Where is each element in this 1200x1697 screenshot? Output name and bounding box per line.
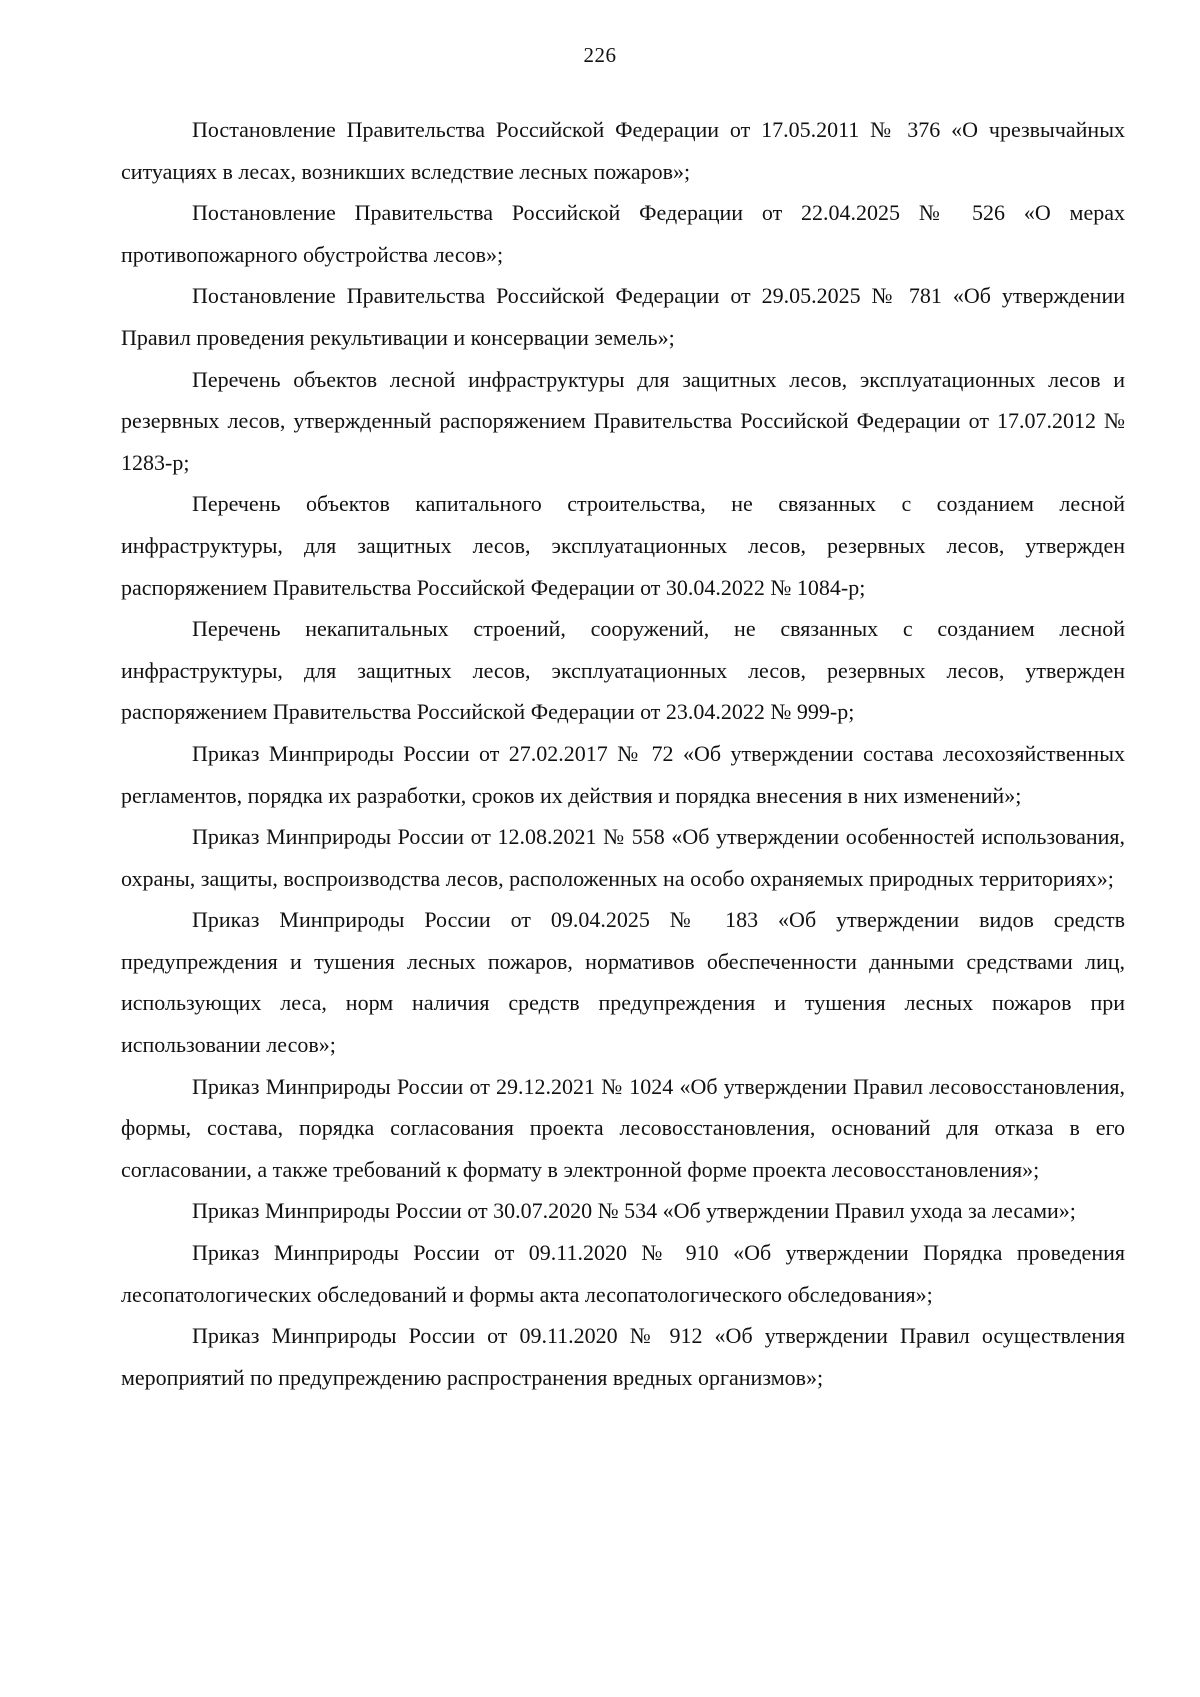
paragraph-1: Постановление Правительства Российской Федерации от 17.05.2011 № 376 «О чрезвычайных ситуациях в лесах, возникших вследствие лесных пожаров»; <box>121 117 1125 184</box>
paragraph-9: Приказ Минприроды России от 09.04.2025 № 183 «Об утверждении видов средств предупреждения и тушения лесных пожаров, нормативов обеспеченности данными средствами лиц, использующих леса, норм наличия средств предупреждения и тушения лесных пожаров при использовании лесов»; <box>121 907 1125 1058</box>
paragraph-2: Постановление Правительства Российской Федерации от 22.04.2025 № 526 «О мерах противопожарного обустройства лесов»; <box>121 200 1125 267</box>
page-number: 226 <box>583 43 617 67</box>
paragraph-4: Перечень объектов лесной инфраструктуры для защитных лесов, эксплуатационных лесов и резервных лесов, утвержденный распоряжением Правительства Российской Федерации от 17.07.2012 № 1283-р; <box>121 366 1125 475</box>
paragraph-11: Приказ Минприроды России от 30.07.2020 № 534 «Об утверждении Правил ухода за лесами»; <box>192 1198 1076 1224</box>
paragraph-7: Приказ Минприроды России от 27.02.2017 № 72 «Об утверждении состава лесохозяйственных регламентов, порядка их разработки, сроков их действия и порядка внесения в них изменений»; <box>121 740 1125 808</box>
paragraph-8: Приказ Минприроды России от 12.08.2021 № 558 «Об утверждении особенностей использования, охраны, защиты, воспроизводства лесов, расположенных на особо охраняемых природных территориях»; <box>121 824 1125 891</box>
document-body <box>121 109 1125 1398</box>
paragraph-5: Перечень объектов капитального строительства, не связанных с созданием лесной инфраструктуры, для защитных лесов, эксплуатационных лесов, резервных лесов, утвержден распоряжением Правительства Российской Федерации от 30.04.2022 № 1084-р; <box>121 491 1125 600</box>
paragraph-6: Перечень некапитальных строений, сооружений, не связанных с созданием лесной инфраструктуры, для защитных лесов, эксплуатационных лесов, резервных лесов, утвержден распоряжением Правительства Российской Федерации от 23.04.2022 № 999-р; <box>121 616 1125 725</box>
paragraph-10: Приказ Минприроды России от 29.12.2021 № 1024 «Об утверждении Правил лесовосстановления, формы, состава, порядка согласования проекта лесовосстановления, оснований для отказа в его согласовании, а также требований к формату в электронной форме проекта лесовосстановления»; <box>121 1073 1125 1182</box>
paragraph-12: Приказ Минприроды России от 09.11.2020 № 910 «Об утверждении Порядка проведения лесопатологических обследований и формы акта лесопатологического обследования»; <box>121 1240 1125 1307</box>
paragraph-13: Приказ Минприроды России от 09.11.2020 № 912 «Об утверждении Правил осуществления мероприятий по предупреждению распространения вредных организмов»; <box>121 1323 1125 1390</box>
paragraph-3: Постановление Правительства Российской Федерации от 29.05.2025 № 781 «Об утверждении Правил проведения рекультивации и консервации земель»; <box>121 283 1125 350</box>
